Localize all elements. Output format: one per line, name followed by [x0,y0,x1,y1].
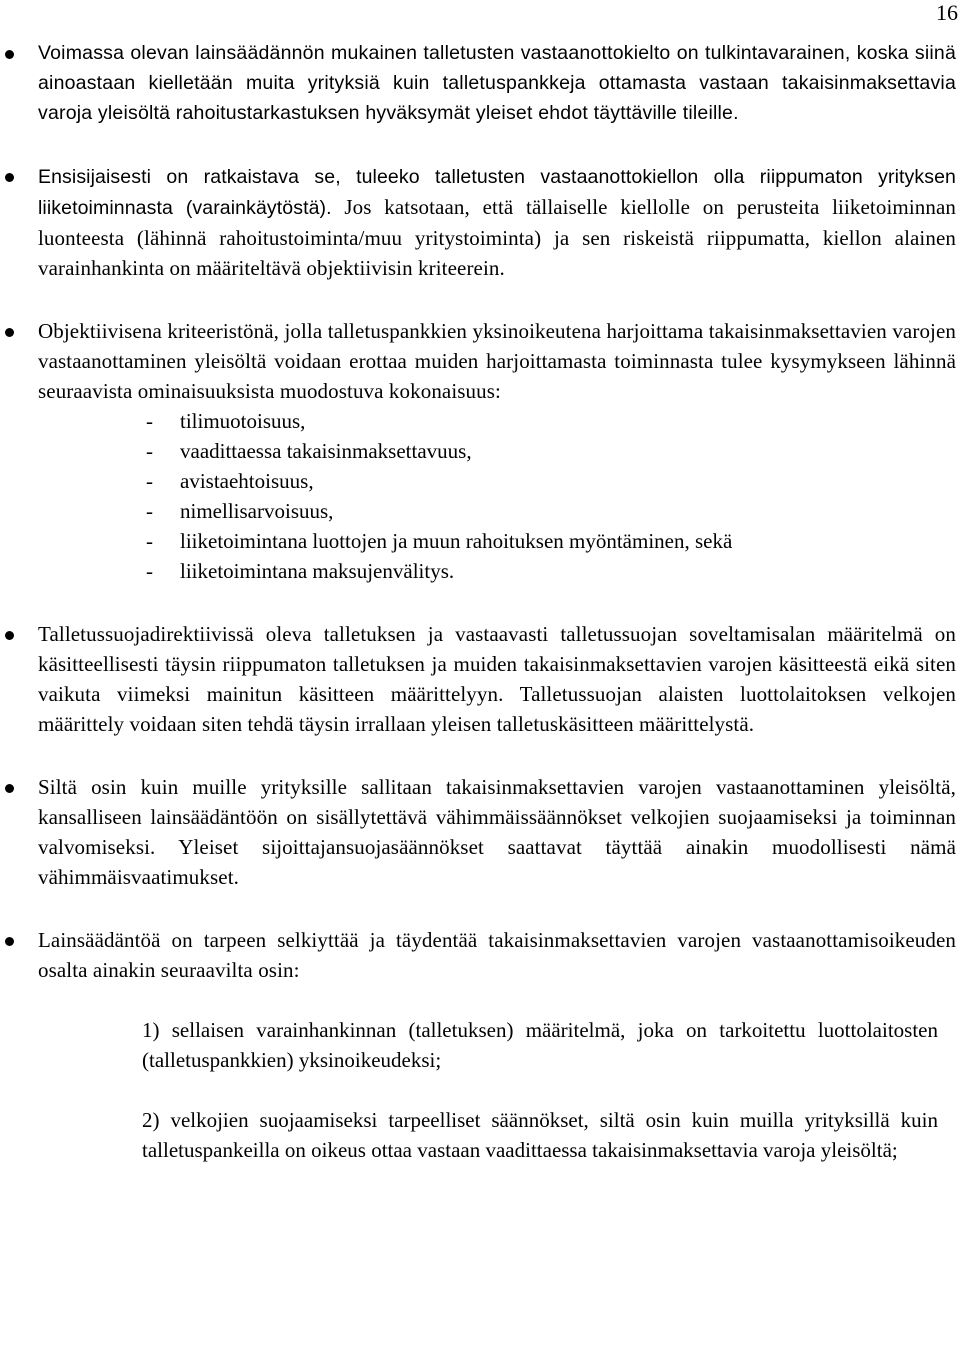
bullet-icon [5,784,14,793]
paragraph-text-serif: Jos katsotaan, että tällaiselle kiellolle on perusteita liiketoiminnan luonteesta (lähinnä rahoitustoiminta/muu yritystoiminta) ja sen riskeistä riippumatta, kiellon alainen varainhankinta on määriteltävä objektiivisin kriteerein. [38,195,956,280]
dash-item-text: vaadittaessa takaisinmaksettavuus, [180,439,472,463]
bullet-item [0,772,960,892]
bullet-icon [5,631,14,640]
bullet-item [0,161,960,283]
bullet-icon [5,50,14,59]
paragraph-text [38,161,956,283]
paragraph-text: Talletussuojadirektiivissä oleva talletuksen ja vastaavasti talletussuojan soveltamisalan määritelmä on käsitteellisesti täysin riippumaton talletuksen ja muiden takaisinmaksettavien varojen käsitteestä eikä siten vaikuta viimeksi mainitun käsitteen määrittelyyn. Talletussuojan alaisten luottolaitoksen velkojen määrittely voidaan siten tehdä täysin irrallaan yleisen talletuskäsitteen määrittelystä. [38,622,956,736]
dash-list-item [38,526,956,556]
bullet-item [0,316,960,586]
dash-item-text: tilimuotoisuus, [180,409,306,433]
dash-icon: - [146,409,153,433]
paragraph-text: Objektiivisena kriteeristönä, jolla talletuspankkien yksinoikeutena harjoittama takaisinmaksettavien varojen vastaanottaminen yleisöltä voidaan erottaa muiden harjoittamasta toiminnasta tulee kysymykseen lähinnä seuraavista ominaisuuksista muodostuva kokonaisuus: [38,319,956,403]
numbered-list-item: 1) sellaisen varainhankinnan (talletuksen) määritelmä, joka on tarkoitettu luottolaitosten (talletuspankkien) yksinoikeudeksi; [142,1018,938,1072]
dash-icon: - [146,469,153,493]
bullet-icon [5,937,14,946]
numbered-list [38,1015,956,1165]
paragraph-text-sans: Ensisijaisesti on ratkaistava se, tuleeko talletusten vastaanottokiellon olla riippumaton yrityksen liiketoiminnasta (varainkäytöstä). [38,166,956,219]
dash-item-text: nimellisarvoisuus, [180,499,334,523]
dash-icon: - [146,499,153,523]
page-number: 16 [936,0,958,25]
bullet-item [0,619,960,739]
numbered-list-item: 2) velkojien suojaamiseksi tarpeelliset säännökset, siltä osin kuin muilla yrityksillä kuin talletuspankeilla on oikeus ottaa vastaan vaadittaessa takaisinmaksettavia varoja yleisöltä; [142,1108,938,1162]
bullet-list [0,38,960,1165]
dash-icon: - [146,559,153,583]
paragraph-text: Lainsäädäntöä on tarpeen selkiyttää ja täydentää takaisinmaksettavien varojen vastaanottamisoikeuden osalta ainakin seuraavilta osin: [38,928,956,982]
dash-list [38,406,956,586]
dash-list-item [38,496,956,526]
dash-item-text: liiketoimintana maksujenvälitys. [180,559,455,583]
dash-item-text: avistaehtoisuus, [180,469,314,493]
dash-list-item [38,466,956,496]
bullet-icon [5,328,14,337]
dash-icon: - [146,529,153,553]
dash-list-item [38,556,956,586]
paragraph-text: Voimassa olevan lainsäädännön mukainen talletusten vastaanottokielto on tulkintavarainen, koska siinä ainoastaan kielletään muita yrityksiä kuin talletuspankkeja ottamasta vastaan takaisinmaksettavia varoja yleisöltä rahoitustarkastuksen hyväksymät yleiset ehdot täyttäville tileille. [38,42,956,124]
dash-item-text: liiketoimintana luottojen ja muun rahoituksen myöntäminen, sekä [180,529,733,553]
paragraph-text: Siltä osin kuin muille yrityksille sallitaan takaisinmaksettavien varojen vastaanottaminen yleisöltä, kansalliseen lainsäädäntöön on sisällytettävä vähimmäissäännökset velkojien suojaamiseksi ja toiminnan valvomiseksi. Yleiset sijoittajansuojasäännökset saattavat täyttää ainakin muodollisesti nämä vähimmäisvaatimukset. [38,775,956,889]
dash-icon: - [146,439,153,463]
bullet-item [0,925,960,1165]
bullet-item [0,38,960,128]
dash-list-item [38,436,956,466]
bullet-icon [5,173,14,182]
dash-list-item [38,406,956,436]
